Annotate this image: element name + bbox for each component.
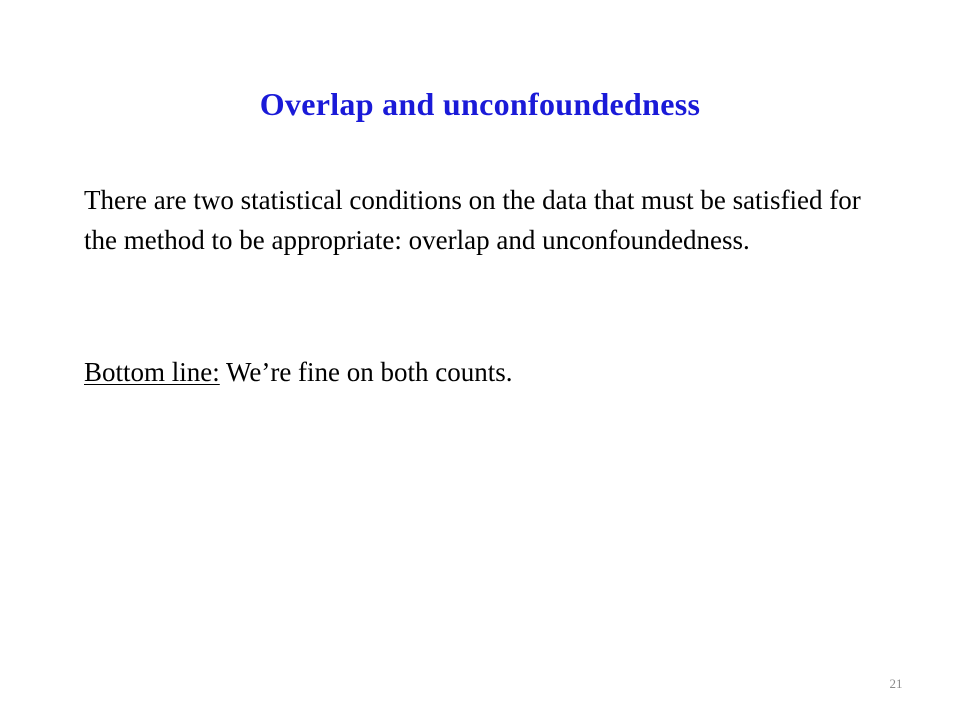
bottom-line-text: We’re fine on both counts. (219, 357, 513, 387)
page-number: 21 (889, 676, 903, 691)
slide-title: Overlap and unconfoundedness (259, 86, 701, 122)
bottom-line-statement (84, 352, 884, 392)
body-paragraph: There are two statistical conditions on the data that must be satisfied for the method to be appropriate: overlap and unconfoundedness. (84, 185, 861, 255)
bottom-line-label: Bottom line: (84, 357, 220, 387)
